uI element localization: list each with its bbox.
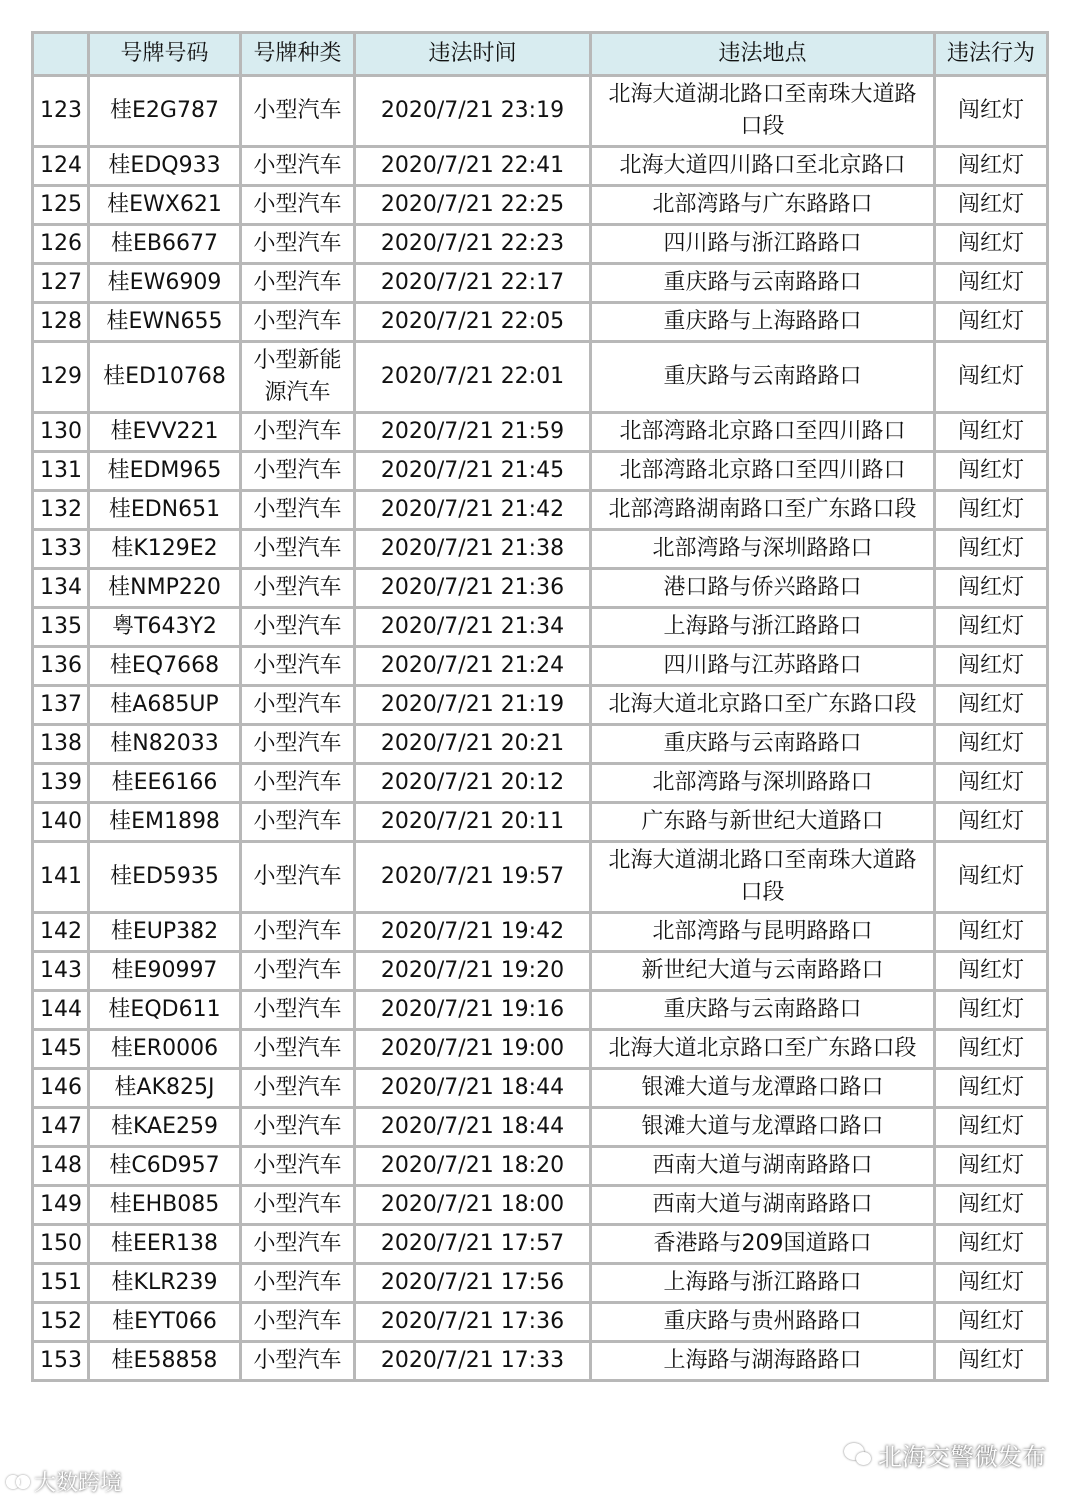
cell-violation-time: 2020/7/21 20:21 xyxy=(355,725,591,764)
table-row xyxy=(33,991,1048,1030)
cell-violation-location: 银滩大道与龙潭路口路口 xyxy=(591,1069,935,1108)
cell-plate-number: 桂KLR239 xyxy=(89,1264,241,1303)
cell-violation-act: 闯红灯 xyxy=(935,913,1048,952)
cell-plate-number: 桂EW6909 xyxy=(89,264,241,303)
cell-violation-location: 北海大道湖北路口至南珠大道路口段 xyxy=(591,842,935,913)
cell-plate-type: 小型汽车 xyxy=(241,1069,355,1108)
cell-index: 140 xyxy=(33,803,89,842)
cell-violation-act: 闯红灯 xyxy=(935,147,1048,186)
cell-plate-type: 小型汽车 xyxy=(241,647,355,686)
cell-violation-time: 2020/7/21 18:00 xyxy=(355,1186,591,1225)
cell-violation-time: 2020/7/21 21:19 xyxy=(355,686,591,725)
cell-violation-act: 闯红灯 xyxy=(935,842,1048,913)
cell-violation-location: 北海大道四川路口至北京路口 xyxy=(591,147,935,186)
corner-watermark-text: 大数跨境 xyxy=(34,1470,123,1496)
cell-plate-number: 桂EDN651 xyxy=(89,491,241,530)
cell-plate-number: 桂ED5935 xyxy=(89,842,241,913)
cell-violation-time: 2020/7/21 19:57 xyxy=(355,842,591,913)
cell-violation-location: 四川路与江苏路路口 xyxy=(591,647,935,686)
cell-plate-type: 小型汽车 xyxy=(241,1186,355,1225)
cell-index: 141 xyxy=(33,842,89,913)
cell-violation-time: 2020/7/21 21:59 xyxy=(355,413,591,452)
table-row xyxy=(33,647,1048,686)
cell-index: 138 xyxy=(33,725,89,764)
cell-plate-number: 桂KAE259 xyxy=(89,1108,241,1147)
cell-violation-location: 新世纪大道与云南路路口 xyxy=(591,952,935,991)
cell-plate-type: 小型汽车 xyxy=(241,608,355,647)
cell-plate-number: 桂E90997 xyxy=(89,952,241,991)
cell-violation-time: 2020/7/21 21:24 xyxy=(355,647,591,686)
table-row xyxy=(33,913,1048,952)
cell-plate-number: 桂C6D957 xyxy=(89,1147,241,1186)
cell-index: 131 xyxy=(33,452,89,491)
cell-plate-type: 小型汽车 xyxy=(241,1342,355,1381)
cell-index: 139 xyxy=(33,764,89,803)
cell-violation-time: 2020/7/21 21:36 xyxy=(355,569,591,608)
cell-violation-act: 闯红灯 xyxy=(935,725,1048,764)
cell-violation-location: 北海大道北京路口至广东路口段 xyxy=(591,1030,935,1069)
cell-violation-act: 闯红灯 xyxy=(935,647,1048,686)
cell-violation-act: 闯红灯 xyxy=(935,1147,1048,1186)
cell-violation-location: 银滩大道与龙潭路口路口 xyxy=(591,1108,935,1147)
cell-plate-number: 桂EQD611 xyxy=(89,991,241,1030)
cell-plate-type: 小型汽车 xyxy=(241,264,355,303)
link-icon xyxy=(6,1473,30,1489)
cell-violation-act: 闯红灯 xyxy=(935,1264,1048,1303)
cell-plate-number: 桂EYT066 xyxy=(89,1303,241,1342)
cell-plate-type: 小型汽车 xyxy=(241,569,355,608)
table-row xyxy=(33,413,1048,452)
table-row xyxy=(33,147,1048,186)
cell-plate-type: 小型汽车 xyxy=(241,1030,355,1069)
cell-plate-number: 桂EUP382 xyxy=(89,913,241,952)
cell-plate-type: 小型汽车 xyxy=(241,1225,355,1264)
cell-violation-time: 2020/7/21 18:44 xyxy=(355,1108,591,1147)
cell-violation-location: 北部湾路与广东路路口 xyxy=(591,186,935,225)
cell-violation-time: 2020/7/21 19:42 xyxy=(355,913,591,952)
header-index xyxy=(33,33,89,76)
cell-violation-act: 闯红灯 xyxy=(935,225,1048,264)
table-row xyxy=(33,1342,1048,1381)
cell-index: 145 xyxy=(33,1030,89,1069)
cell-plate-type: 小型汽车 xyxy=(241,1303,355,1342)
cell-plate-number: 桂EVV221 xyxy=(89,413,241,452)
table-row xyxy=(33,76,1048,147)
cell-violation-time: 2020/7/21 20:11 xyxy=(355,803,591,842)
cell-violation-act: 闯红灯 xyxy=(935,608,1048,647)
cell-violation-time: 2020/7/21 21:45 xyxy=(355,452,591,491)
table-row xyxy=(33,1264,1048,1303)
cell-violation-act: 闯红灯 xyxy=(935,1342,1048,1381)
cell-violation-time: 2020/7/21 21:42 xyxy=(355,491,591,530)
cell-violation-location: 重庆路与云南路路口 xyxy=(591,991,935,1030)
header-violation-location: 违法地点 xyxy=(591,33,935,76)
cell-violation-act: 闯红灯 xyxy=(935,803,1048,842)
cell-violation-act: 闯红灯 xyxy=(935,991,1048,1030)
cell-violation-location: 北部湾路与深圳路路口 xyxy=(591,530,935,569)
cell-plate-type: 小型汽车 xyxy=(241,186,355,225)
table-row xyxy=(33,225,1048,264)
cell-violation-act: 闯红灯 xyxy=(935,342,1048,413)
cell-plate-type: 小型汽车 xyxy=(241,147,355,186)
cell-index: 127 xyxy=(33,264,89,303)
cell-index: 147 xyxy=(33,1108,89,1147)
header-violation-time: 违法时间 xyxy=(355,33,591,76)
cell-violation-location: 重庆路与云南路路口 xyxy=(591,264,935,303)
cell-index: 143 xyxy=(33,952,89,991)
cell-violation-time: 2020/7/21 18:20 xyxy=(355,1147,591,1186)
violation-table-container xyxy=(31,31,1046,1382)
table-row xyxy=(33,1303,1048,1342)
cell-index: 152 xyxy=(33,1303,89,1342)
corner-watermark xyxy=(6,1466,122,1496)
cell-index: 129 xyxy=(33,342,89,413)
cell-plate-number: 桂ER0006 xyxy=(89,1030,241,1069)
cell-plate-type: 小型汽车 xyxy=(241,686,355,725)
cell-violation-act: 闯红灯 xyxy=(935,186,1048,225)
cell-plate-number: 粤T643Y2 xyxy=(89,608,241,647)
table-row xyxy=(33,342,1048,413)
cell-violation-time: 2020/7/21 22:23 xyxy=(355,225,591,264)
cell-violation-time: 2020/7/21 21:38 xyxy=(355,530,591,569)
table-row xyxy=(33,686,1048,725)
cell-violation-act: 闯红灯 xyxy=(935,76,1048,147)
cell-violation-time: 2020/7/21 22:41 xyxy=(355,147,591,186)
cell-plate-type: 小型汽车 xyxy=(241,991,355,1030)
cell-plate-type: 小型汽车 xyxy=(241,491,355,530)
cell-plate-type: 小型汽车 xyxy=(241,952,355,991)
cell-violation-time: 2020/7/21 22:17 xyxy=(355,264,591,303)
cell-plate-type: 小型汽车 xyxy=(241,303,355,342)
cell-violation-time: 2020/7/21 18:44 xyxy=(355,1069,591,1108)
cell-violation-location: 重庆路与云南路路口 xyxy=(591,725,935,764)
cell-violation-act: 闯红灯 xyxy=(935,1108,1048,1147)
cell-violation-time: 2020/7/21 22:25 xyxy=(355,186,591,225)
cell-violation-location: 上海路与浙江路路口 xyxy=(591,608,935,647)
cell-violation-location: 重庆路与上海路路口 xyxy=(591,303,935,342)
table-row xyxy=(33,530,1048,569)
cell-index: 148 xyxy=(33,1147,89,1186)
cell-plate-number: 桂E2G787 xyxy=(89,76,241,147)
cell-plate-type: 小型汽车 xyxy=(241,452,355,491)
cell-plate-number: 桂NMP220 xyxy=(89,569,241,608)
cell-violation-location: 广东路与新世纪大道路口 xyxy=(591,803,935,842)
table-row xyxy=(33,1069,1048,1108)
cell-plate-number: 桂EER138 xyxy=(89,1225,241,1264)
cell-plate-type: 小型汽车 xyxy=(241,225,355,264)
cell-violation-location: 北部湾路北京路口至四川路口 xyxy=(591,413,935,452)
cell-violation-location: 上海路与湖海路路口 xyxy=(591,1342,935,1381)
cell-violation-time: 2020/7/21 19:20 xyxy=(355,952,591,991)
cell-plate-number: 桂E58858 xyxy=(89,1342,241,1381)
table-row xyxy=(33,803,1048,842)
cell-plate-number: 桂A685UP xyxy=(89,686,241,725)
table-row xyxy=(33,764,1048,803)
cell-violation-act: 闯红灯 xyxy=(935,413,1048,452)
header-violation-act: 违法行为 xyxy=(935,33,1048,76)
table-row xyxy=(33,1030,1048,1069)
table-row xyxy=(33,725,1048,764)
cell-violation-time: 2020/7/21 19:00 xyxy=(355,1030,591,1069)
cell-violation-time: 2020/7/21 22:05 xyxy=(355,303,591,342)
cell-violation-act: 闯红灯 xyxy=(935,569,1048,608)
cell-index: 146 xyxy=(33,1069,89,1108)
table-row xyxy=(33,842,1048,913)
watermark-text: 北海交警微发布 xyxy=(878,1442,1046,1471)
table-row xyxy=(33,1108,1048,1147)
cell-violation-location: 北海大道北京路口至广东路口段 xyxy=(591,686,935,725)
cell-violation-location: 香港路与209国道路口 xyxy=(591,1225,935,1264)
cell-index: 134 xyxy=(33,569,89,608)
table-row xyxy=(33,1225,1048,1264)
table-row xyxy=(33,186,1048,225)
cell-plate-type: 小型汽车 xyxy=(241,725,355,764)
cell-violation-location: 北部湾路与深圳路路口 xyxy=(591,764,935,803)
cell-violation-location: 北部湾路湖南路口至广东路口段 xyxy=(591,491,935,530)
cell-violation-time: 2020/7/21 17:57 xyxy=(355,1225,591,1264)
table-row xyxy=(33,303,1048,342)
cell-index: 150 xyxy=(33,1225,89,1264)
table-row xyxy=(33,1147,1048,1186)
cell-index: 125 xyxy=(33,186,89,225)
cell-violation-act: 闯红灯 xyxy=(935,952,1048,991)
cell-violation-location: 重庆路与云南路路口 xyxy=(591,342,935,413)
cell-index: 151 xyxy=(33,1264,89,1303)
table-body xyxy=(33,76,1048,1381)
cell-plate-number: 桂EB6677 xyxy=(89,225,241,264)
cell-violation-time: 2020/7/21 23:19 xyxy=(355,76,591,147)
cell-violation-location: 重庆路与贵州路路口 xyxy=(591,1303,935,1342)
cell-violation-act: 闯红灯 xyxy=(935,452,1048,491)
cell-violation-act: 闯红灯 xyxy=(935,764,1048,803)
table-row xyxy=(33,608,1048,647)
cell-index: 136 xyxy=(33,647,89,686)
cell-plate-number: 桂N82033 xyxy=(89,725,241,764)
cell-plate-type: 小型汽车 xyxy=(241,913,355,952)
cell-violation-time: 2020/7/21 21:34 xyxy=(355,608,591,647)
cell-plate-number: 桂EHB085 xyxy=(89,1186,241,1225)
cell-plate-number: 桂EWX621 xyxy=(89,186,241,225)
cell-violation-act: 闯红灯 xyxy=(935,1186,1048,1225)
cell-violation-act: 闯红灯 xyxy=(935,1069,1048,1108)
cell-index: 132 xyxy=(33,491,89,530)
cell-violation-act: 闯红灯 xyxy=(935,264,1048,303)
cell-plate-number: 桂AK825J xyxy=(89,1069,241,1108)
cell-violation-location: 北部湾路与昆明路路口 xyxy=(591,913,935,952)
cell-index: 130 xyxy=(33,413,89,452)
cell-violation-act: 闯红灯 xyxy=(935,303,1048,342)
cell-index: 126 xyxy=(33,225,89,264)
cell-index: 137 xyxy=(33,686,89,725)
cell-violation-location: 北部湾路北京路口至四川路口 xyxy=(591,452,935,491)
cell-violation-time: 2020/7/21 17:33 xyxy=(355,1342,591,1381)
cell-violation-time: 2020/7/21 17:36 xyxy=(355,1303,591,1342)
table-row xyxy=(33,952,1048,991)
cell-plate-number: 桂ED10768 xyxy=(89,342,241,413)
cell-plate-number: 桂EQ7668 xyxy=(89,647,241,686)
cell-violation-time: 2020/7/21 17:56 xyxy=(355,1264,591,1303)
cell-violation-location: 港口路与侨兴路路口 xyxy=(591,569,935,608)
cell-plate-type: 小型汽车 xyxy=(241,1264,355,1303)
cell-plate-type: 小型汽车 xyxy=(241,764,355,803)
header-plate-type: 号牌种类 xyxy=(241,33,355,76)
cell-violation-location: 上海路与浙江路路口 xyxy=(591,1264,935,1303)
cell-plate-type: 小型汽车 xyxy=(241,803,355,842)
table-row xyxy=(33,569,1048,608)
cell-violation-act: 闯红灯 xyxy=(935,1303,1048,1342)
cell-violation-location: 西南大道与湖南路路口 xyxy=(591,1147,935,1186)
cell-plate-number: 桂EE6166 xyxy=(89,764,241,803)
cell-violation-act: 闯红灯 xyxy=(935,686,1048,725)
cell-plate-type: 小型汽车 xyxy=(241,842,355,913)
cell-plate-number: 桂EM1898 xyxy=(89,803,241,842)
cell-violation-act: 闯红灯 xyxy=(935,491,1048,530)
cell-plate-type: 小型汽车 xyxy=(241,413,355,452)
cell-violation-time: 2020/7/21 19:16 xyxy=(355,991,591,1030)
cell-plate-type: 小型汽车 xyxy=(241,1108,355,1147)
watermark xyxy=(844,1434,1046,1474)
cell-index: 128 xyxy=(33,303,89,342)
cell-index: 133 xyxy=(33,530,89,569)
table-row xyxy=(33,452,1048,491)
cell-index: 124 xyxy=(33,147,89,186)
cell-index: 142 xyxy=(33,913,89,952)
table-row xyxy=(33,1186,1048,1225)
cell-violation-act: 闯红灯 xyxy=(935,1225,1048,1264)
cell-plate-type: 小型汽车 xyxy=(241,1147,355,1186)
cell-plate-number: 桂EDM965 xyxy=(89,452,241,491)
cell-plate-number: 桂K129E2 xyxy=(89,530,241,569)
cell-violation-time: 2020/7/21 22:01 xyxy=(355,342,591,413)
cell-plate-type: 小型汽车 xyxy=(241,530,355,569)
header-plate-number: 号牌号码 xyxy=(89,33,241,76)
cell-index: 144 xyxy=(33,991,89,1030)
violation-table xyxy=(31,31,1049,1382)
cell-violation-location: 西南大道与湖南路路口 xyxy=(591,1186,935,1225)
cell-index: 123 xyxy=(33,76,89,147)
cell-plate-number: 桂EWN655 xyxy=(89,303,241,342)
cell-index: 149 xyxy=(33,1186,89,1225)
table-row xyxy=(33,264,1048,303)
cell-index: 153 xyxy=(33,1342,89,1381)
cell-plate-number: 桂EDQ933 xyxy=(89,147,241,186)
cell-index: 135 xyxy=(33,608,89,647)
table-header-row xyxy=(33,33,1048,76)
cell-violation-act: 闯红灯 xyxy=(935,1030,1048,1069)
cell-plate-type: 小型新能源汽车 xyxy=(241,342,355,413)
table-row xyxy=(33,491,1048,530)
wechat-icon xyxy=(844,1441,872,1467)
cell-violation-time: 2020/7/21 20:12 xyxy=(355,764,591,803)
cell-violation-location: 四川路与浙江路路口 xyxy=(591,225,935,264)
cell-plate-type: 小型汽车 xyxy=(241,76,355,147)
cell-violation-location: 北海大道湖北路口至南珠大道路口段 xyxy=(591,76,935,147)
cell-violation-act: 闯红灯 xyxy=(935,530,1048,569)
